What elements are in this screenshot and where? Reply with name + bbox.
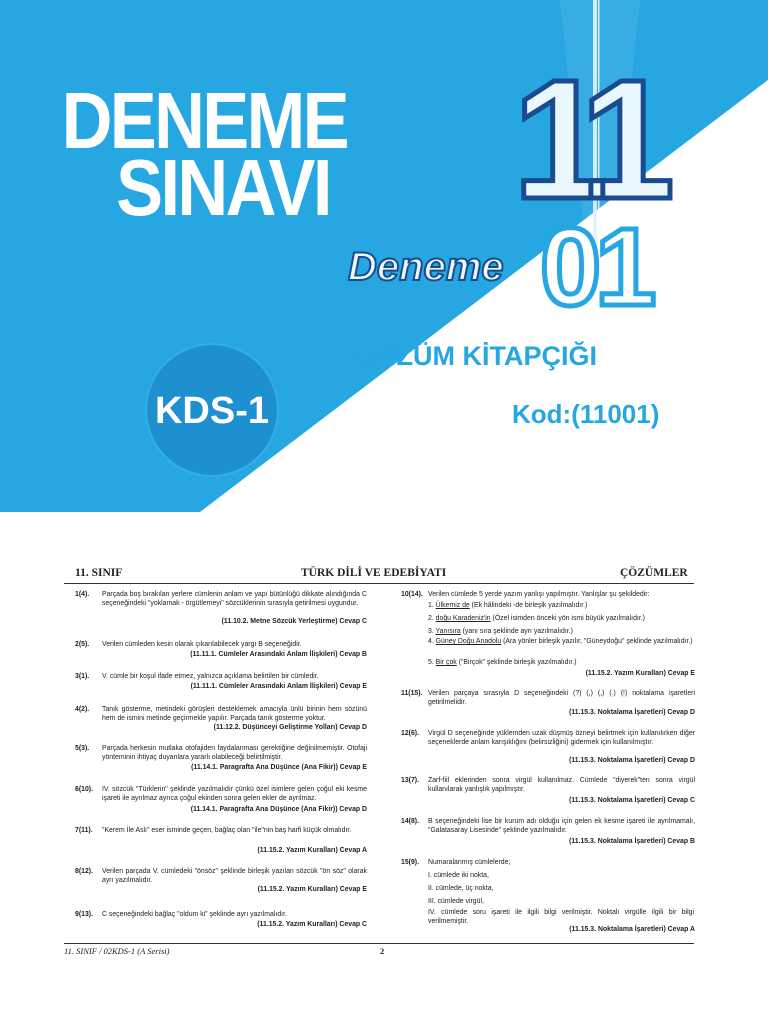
answer-reference: (11.10.2. Metne Sözcük Yerleştirme) Cevap C bbox=[221, 618, 367, 625]
q10-item-3: 3. Yanısıra (yanı sıra şeklinde ayrı yazılmalıdır.) bbox=[428, 628, 573, 635]
footer-rule bbox=[64, 943, 694, 944]
answer-text: "Kerem İle Aslı" eser isminde geçen, bağlaç olan "ile"nin baş harfi küçük olmalıdır. bbox=[102, 827, 352, 834]
answer-text: Verilen parçaya sırasıyla D seçeneğindeki (?) (,) (,) (.) (!) noktalama işaretleri getirilmelidir. bbox=[428, 690, 695, 706]
answer-reference: (11.15.2. Yazım Kuralları) Cevap A bbox=[257, 847, 367, 854]
answer-text: C seçeneğindeki bağlaç "oldum ki" şeklinde ayrı yazılmalıdır. bbox=[102, 911, 287, 918]
answer-number: 15(9). bbox=[401, 859, 420, 866]
q10-item-underlined: Güney Doğu Anadolu bbox=[435, 638, 502, 645]
answer-item-7 bbox=[75, 827, 367, 857]
cover-grade-number: 11 bbox=[513, 45, 657, 235]
answer-text: Verilen cümlede 5 yerde yazım yanlışı yapılmıştır. Yanlışlar şu şekildedir: bbox=[428, 591, 650, 598]
q10-item-4: 4. Güney Doğu Anadolu (Ara yönler birleşik yazılır, "Güneydoğu" şeklinde yazılmalıdır.) bbox=[428, 638, 693, 645]
q15-line-4: IV. cümlede soru işareti ile ilgili bilgi verilmiştir. Noktalı virgülle ilgili bir bilgi verilmemiştir. bbox=[428, 909, 694, 925]
cover-booklet-title: ÇÖZÜM KİTAPÇIĞI bbox=[356, 341, 597, 371]
answer-number: 6(10). bbox=[75, 786, 94, 793]
answer-item-4 bbox=[75, 706, 367, 736]
q15-reference: (11.15.3. Noktalama İşaretleri) Cevap A bbox=[569, 926, 695, 933]
answer-item-5 bbox=[75, 745, 367, 775]
cover-deneme-label: Deneme bbox=[348, 245, 504, 289]
cover-code-label: Kod:(11001) bbox=[512, 399, 660, 429]
answer-text: IV. sözcük "Türklerin" şeklinde yazılmalıdır çünkü özel isimlere gelen çoğul eki kesme işareti ile ayrılmaz ayrıca çoğul ekinden sonra gelen ekler de ayrılmaz. bbox=[102, 786, 367, 802]
answer-reference: (11.11.1. Cümleler Arasındaki Anlam İlişkileri) Cevap B bbox=[190, 651, 367, 658]
answer-number: 8(12). bbox=[75, 868, 94, 875]
q15-line-2: II. cümlede, üç nokta, bbox=[428, 885, 494, 892]
answer-number: 10(14). bbox=[401, 591, 423, 598]
answer-number: 14(8). bbox=[401, 818, 420, 825]
answer-number: 7(11). bbox=[75, 827, 93, 834]
header-rule bbox=[64, 583, 694, 584]
answer-number: 2(5). bbox=[75, 641, 90, 648]
q10-item-5: 5. Bir çok ("Birçok" şeklinde birleşik yazılmalıdır.) bbox=[428, 659, 577, 666]
answer-item-14 bbox=[401, 818, 695, 848]
answer-item-15 bbox=[401, 859, 695, 871]
answer-item-8 bbox=[75, 868, 367, 898]
answer-item-13 bbox=[401, 777, 695, 807]
answer-reference: (11.15.3. Noktalama İşaretleri) Cevap B bbox=[568, 838, 695, 845]
cover-kds-label: KDS-1 bbox=[154, 390, 270, 432]
answer-number: 11(15). bbox=[401, 690, 423, 697]
answer-text: Parçada herkesin mutlaka otofajiden faydalanması gerektiğine değinilmemiştir. Otofaji yönteminin ihtiyaç duyanlara yararlı olabileceği belirtilmiştir. bbox=[102, 745, 367, 761]
answer-text: B seçeneğindeki lise bir kurum adı olduğu için gelen ek kesme işareti ile ayrılmamalı, "Galatasaray Lisesinde" şeklinde yazılmalıdır. bbox=[428, 818, 695, 834]
q15-line-3: III. cümlede virgül, bbox=[428, 898, 484, 905]
q10-item-underlined: Yanısıra bbox=[435, 628, 461, 635]
q10-reference: (11.15.2. Yazım Kuralları) Cevap E bbox=[585, 670, 695, 677]
answer-item-3 bbox=[75, 673, 367, 693]
answer-reference: (11.15.3. Noktalama İşaretleri) Cevap D bbox=[568, 709, 695, 716]
answer-reference: (11.15.2. Yazım Kuralları) Cevap C bbox=[257, 921, 367, 928]
answer-text: Parçada boş bırakılan yerlere cümlenin anlam ve yapı bütünlüğü dikkate alındığında C seçeneğindeki "yoklamak - örgütlemeyi" sözcüklerinin sırasıyla getirilmesi uygundur. bbox=[102, 591, 367, 607]
answer-number: 12(6). bbox=[401, 730, 420, 737]
answer-reference: (11.15.3. Noktalama İşaretleri) Cevap C bbox=[568, 797, 695, 804]
answer-number: 9(13). bbox=[75, 911, 94, 918]
q10-item-underlined: doğu Karadeniz'in bbox=[435, 615, 491, 622]
q15-line-1: I. cümlede iki nokta, bbox=[428, 872, 489, 879]
header-left: 11. SINIF bbox=[75, 567, 123, 579]
answer-item-6 bbox=[75, 786, 367, 816]
answer-text: V. cümle bir koşul ifade etmez, yalnızca açıklama belirtilen bir cümledir. bbox=[102, 673, 319, 680]
answer-text: Numaralanmış cümlelerde; bbox=[428, 859, 511, 866]
answer-item-2 bbox=[75, 641, 367, 661]
answer-text: Verilen cümleden kesin olarak çıkarılabilecek yargı B seçeneğidir. bbox=[102, 641, 302, 648]
footer-left: 11. SINIF / 02KDS-1 (A Serisi) bbox=[64, 946, 170, 956]
answer-reference: (11.15.3. Noktalama İşaretleri) Cevap D bbox=[568, 757, 695, 764]
answer-item-9 bbox=[75, 911, 367, 931]
answer-item-12 bbox=[401, 730, 695, 770]
answer-reference: (11.14.1. Paragrafta Ana Düşünce (Ana Fikir)) Cevap E bbox=[191, 764, 367, 771]
answer-text: Zarf-fiil eklerinden sonra virgül kullanılmaz. Cümlede "diyerek"ten sonra virgül kullanılarak yanlışlık yapılmıştır. bbox=[428, 777, 695, 793]
header-center: TÜRK DİLİ VE EDEBİYATI bbox=[301, 567, 447, 579]
answer-number: 3(1). bbox=[75, 673, 90, 680]
answer-reference: (11.15.2. Yazım Kuralları) Cevap E bbox=[257, 886, 367, 893]
answer-reference: (11.12.2. Düşünceyi Geliştirme Yolları) Cevap D bbox=[213, 724, 367, 731]
header-right: ÇÖZÜMLER bbox=[620, 567, 688, 579]
answer-item-11 bbox=[401, 690, 695, 720]
answer-number: 5(3). bbox=[75, 745, 90, 752]
cover-deneme-number: 01 bbox=[540, 206, 651, 329]
answer-number: 13(7). bbox=[401, 777, 420, 784]
cover-title-line2: SINAVI bbox=[116, 142, 330, 232]
answer-text: Tanık gösterme, metindeki görüşleri desteklemek amacıyla ünlü birinin hem sözünü hem de ismini metinde geçirmekle yapılır. Parçada tanık gösterme yoktur. bbox=[102, 706, 367, 722]
q10-item-2: 2. doğu Karadeniz'in (Özel isimden önceki yön ismi büyük yazılmalıdır.) bbox=[428, 615, 645, 622]
page-number: 2 bbox=[380, 946, 385, 956]
answer-item-1 bbox=[75, 591, 367, 631]
answer-reference: (11.11.1. Cümleler Arasındaki Anlam İlişkileri) Cevap E bbox=[190, 683, 367, 690]
answer-number: 4(2). bbox=[75, 706, 90, 713]
cover-title-line1: DENEME bbox=[61, 75, 347, 165]
answer-number: 1(4). bbox=[75, 591, 90, 598]
q10-item-underlined: Ülkemiz de bbox=[435, 602, 470, 609]
q10-item-underlined: Bir çok bbox=[435, 659, 457, 666]
answer-reference: (11.14.1. Paragrafta Ana Düşünce (Ana Fikir)) Cevap D bbox=[190, 806, 367, 813]
answer-text: Virgül D seçeneğinde yüklemden uzak düşmüş özneyi belirtmek için kullanılırken diğer seçeneklerde anlam karışıklığını (belirsizliğini) gidermek için kullanılmıştır. bbox=[428, 730, 695, 746]
q10-item-1: 1. Ülkemiz de (Ek hâlindeki -de birleşik yazılmalıdır.) bbox=[428, 602, 588, 609]
answer-text: Verilen parçada V. cümledeki "önsöz" şeklinde birleşik yazılan sözcük "ön söz" olarak ayrı yazılmalıdır. bbox=[102, 868, 367, 884]
